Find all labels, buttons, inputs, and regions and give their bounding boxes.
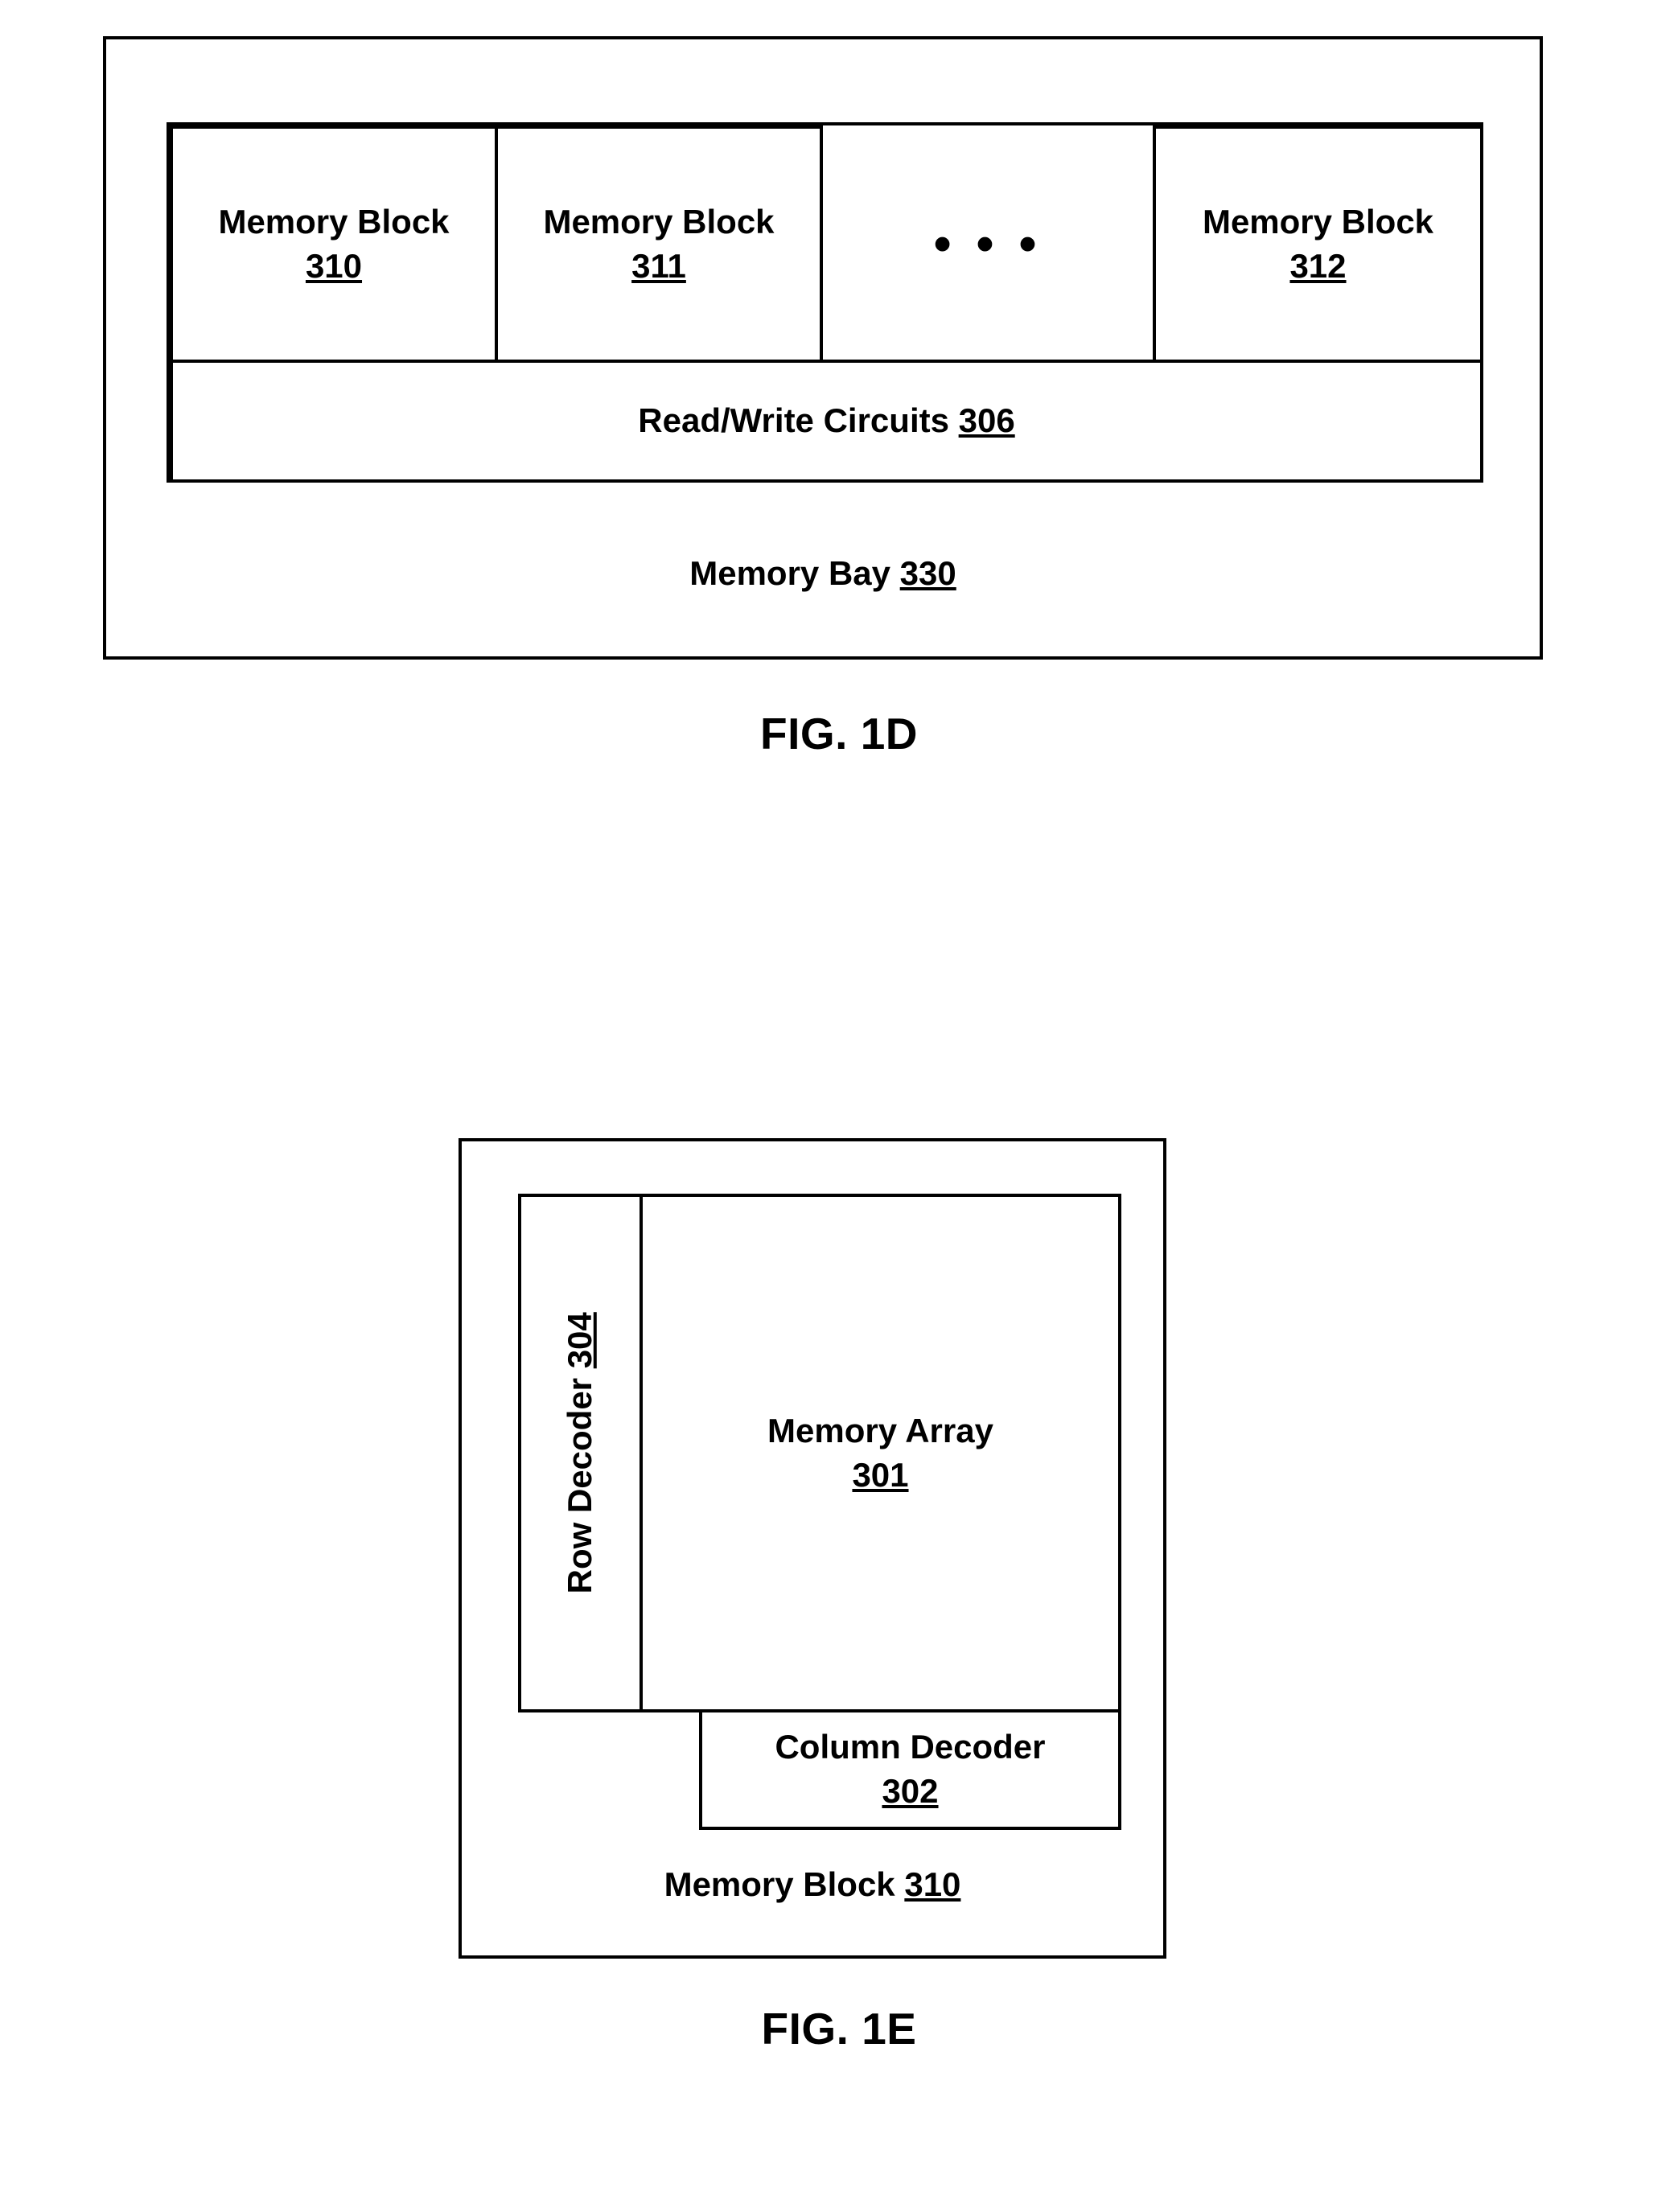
memory-block-311-label [543, 200, 774, 288]
row-decoder-block [518, 1194, 643, 1712]
memory-block-310-title: Memory Block [218, 202, 450, 241]
ellipsis-label: • • • [933, 216, 1043, 272]
column-decoder-title: Column Decoder [775, 1728, 1046, 1766]
figure-caption-1e: FIG. 1E [761, 2004, 917, 2054]
memory-block-310 [170, 125, 498, 363]
memory-block-311-ref: 311 [631, 246, 686, 285]
memory-block-310-ref: 310 [305, 246, 363, 285]
memory-bay-ref: 330 [899, 554, 956, 592]
memory-block-312-ref: 312 [1289, 246, 1347, 285]
memory-bay-container [103, 36, 1543, 660]
memory-bay-inner-group [167, 122, 1483, 483]
memory-bay-title: Memory Bay [689, 554, 900, 592]
memory-block-outer-label [462, 1865, 1163, 1904]
column-decoder-label [775, 1725, 1045, 1813]
memory-block-310-label [218, 200, 449, 288]
column-decoder-block [699, 1709, 1121, 1830]
memory-block-311 [495, 125, 823, 363]
memory-block-312-label [1203, 200, 1433, 288]
read-write-circuits-block [170, 360, 1483, 483]
memory-array-label [767, 1409, 993, 1497]
memory-array-ref: 301 [852, 1455, 909, 1494]
row-decoder-label [558, 1312, 603, 1593]
memory-block-outer-ref: 310 [904, 1865, 961, 1903]
ellipsis-icon [823, 125, 1153, 363]
memory-bay-label [106, 554, 1540, 593]
memory-block-312-title: Memory Block [1202, 202, 1434, 241]
memory-block-311-title: Memory Block [543, 202, 775, 241]
memory-array-title: Memory Array [767, 1411, 993, 1449]
memory-block-outer-title: Memory Block [664, 1865, 905, 1903]
read-write-circuits-label [638, 399, 1014, 443]
memory-block-container [459, 1138, 1166, 1959]
memory-block-inner-group [518, 1194, 1121, 1829]
read-write-circuits-ref: 306 [958, 401, 1015, 440]
figure-caption-1d: FIG. 1D [759, 709, 919, 759]
row-decoder-ref: 304 [561, 1312, 599, 1369]
memory-array-block [640, 1194, 1121, 1712]
memory-block-312 [1153, 125, 1483, 363]
column-decoder-ref: 302 [882, 1772, 939, 1810]
read-write-circuits-title: Read/Write Circuits [638, 401, 959, 440]
row-decoder-title: Row Decoder [561, 1368, 599, 1594]
